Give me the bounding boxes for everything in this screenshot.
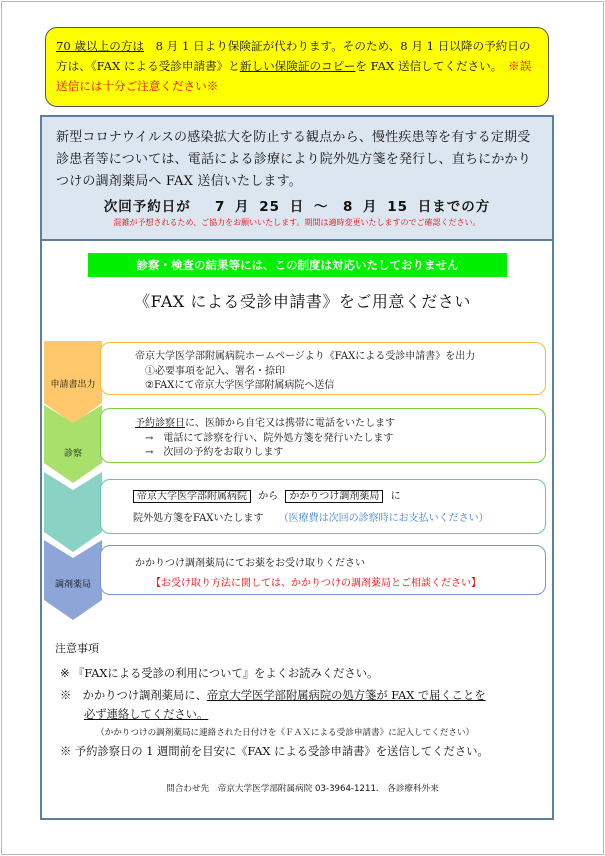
step4-line2: 【お受け取り方法に関しては、かかりつけの調剤薬局とご相談ください】	[151, 578, 481, 589]
step4-box	[100, 545, 546, 595]
step1-line2: ①必要事項を記入、署名・捺印	[145, 366, 285, 377]
contact-info: 問合わせ先 帝京大学医学部附属病院 03-3964-1211. 各診療科外来	[166, 784, 439, 794]
crowding-note: 混雑が予想されるため、ご協力をお願いいたします。期間は適時変更いたしますのでご確認ください。	[113, 218, 481, 227]
appointment-period: 次回予約日が 7 月 25 日 ～ 8 月 15 日までの方	[103, 199, 491, 215]
step3-line2: 院外処方箋をFAXいたします	[133, 513, 264, 524]
step2-box	[100, 408, 546, 463]
insurance-notice	[45, 27, 549, 107]
notice-insurance-copy: 新しい保険証のコピー	[239, 59, 356, 73]
step2-label: 診察	[63, 449, 82, 459]
notice-text-1: 8 月 1 日より保険証が代わります。そのため、8 月 1 日以降の予約日の方は、《FAX による受診申請書》と	[56, 39, 531, 73]
step2-line2: → 電話にて診察を行い、院外処方箋を発行いたします	[145, 433, 394, 444]
note-3: ※ 予約診察日の 1 週間前を目安に《FAX による受診申請書》を送信してください。	[60, 745, 489, 758]
note-2a: ※ かかりつけ調剤薬局に、	[60, 689, 207, 702]
step4-label: 調剤薬局	[54, 580, 91, 590]
step1-box	[100, 342, 546, 395]
note-1: ※ 『FAXによる受診の利用について』をよくお読みください。	[60, 667, 379, 680]
hospital-name-box: 帝京大学医学部附属病院	[133, 490, 251, 503]
note-2c: 必ず連絡してください。	[84, 708, 209, 721]
step1-line1: 帝京大学医学部附属病院ホームページより《FAXによる受診申請書》を出力	[135, 351, 476, 362]
notes-title: 注意事項	[55, 642, 99, 655]
scope-banner: 診察・検査の結果等には、この制度は対応いたしておりません	[88, 253, 507, 277]
appointment-date: 予約診察日	[135, 418, 185, 429]
step3-to: に	[390, 491, 401, 502]
notice-warning: ※誤送信には十分ご注意ください※	[56, 59, 532, 93]
notice-text-2: を FAX 送信してください。	[355, 59, 497, 73]
form-heading: 《FAX による受診申請書》をご用意ください	[134, 292, 471, 311]
step1-line3: ②FAXにて帝京大学医学部附属病院へ送信	[145, 380, 335, 391]
step2-line1: に、医師から自宅又は携帯に電話をいたします	[185, 418, 395, 429]
notice-age: 70 歳以上の方は	[56, 39, 145, 53]
step2-line3: → 次回の予約をお取りします	[145, 447, 284, 458]
covid-paragraph: 新型コロナウイルスの感染拡大を防止する観点から、慢性疾患等を有する定期受診患者等については、電話による診療により院外処方箋を発行し、直ちにかかりつけの調剤薬局へ FAX 送信いたします。	[56, 130, 531, 189]
covid-info-box	[40, 115, 554, 241]
step3-from: から	[258, 491, 279, 502]
payment-note: （医療費は次回の診察時にお支払いください）	[278, 513, 489, 524]
step1-label: 申請書出力	[50, 380, 96, 390]
pharmacy-name-box: かかりつけ調剤薬局	[285, 490, 383, 503]
step4-line1: かかりつけ調剤薬局にてお薬をお受け取りください	[135, 558, 365, 569]
note-2b: 帝京大学医学部附属病院の処方箋が FAX で届くことを	[206, 689, 486, 702]
step3-box	[100, 479, 546, 534]
note-2d: （かかりつけの調剤薬局に連絡された日付けを《ＦＡＸによる受診申請書》に記入してください）	[96, 728, 475, 738]
